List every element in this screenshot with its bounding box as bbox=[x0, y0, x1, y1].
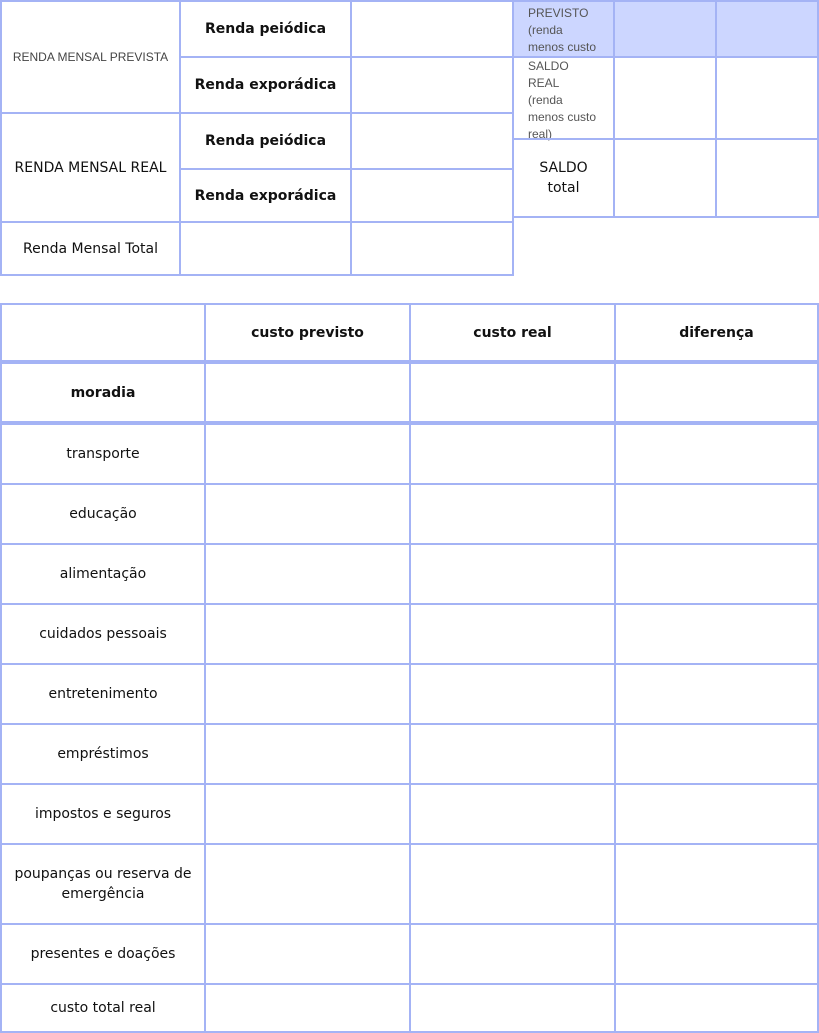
expense-row-label bbox=[0, 723, 206, 785]
expense-cell-custo-previsto[interactable] bbox=[204, 423, 411, 485]
expense-cell-custo-previsto[interactable] bbox=[204, 543, 411, 605]
saldo-total-value[interactable] bbox=[613, 138, 717, 218]
expense-cell-diferenca[interactable] bbox=[614, 663, 819, 725]
expense-cell-diferenca[interactable] bbox=[614, 923, 819, 985]
row-label-text: custo total real bbox=[50, 1000, 156, 1016]
expense-row-label bbox=[0, 543, 206, 605]
header-custo-real bbox=[409, 303, 616, 362]
expense-cell-diferenca[interactable] bbox=[614, 723, 819, 785]
expense-cell-custo-real[interactable] bbox=[409, 483, 616, 545]
row-label-text: presentes e doações bbox=[30, 946, 176, 962]
expense-cell-diferenca[interactable] bbox=[614, 423, 819, 485]
saldo-real-value[interactable] bbox=[613, 56, 717, 140]
expense-cell-custo-previsto[interactable] bbox=[204, 843, 411, 925]
saldo-previsto-label: PREVISTO (renda menos custo bbox=[512, 0, 615, 58]
row-label-text: educação bbox=[69, 506, 137, 522]
expense-cell-custo-previsto[interactable] bbox=[204, 483, 411, 545]
renda-prevista-periodica-value[interactable] bbox=[350, 0, 514, 58]
expense-cell-custo-previsto[interactable] bbox=[204, 603, 411, 665]
saldo-total-label: SALDO total bbox=[512, 138, 615, 218]
header-label: diferença bbox=[679, 324, 754, 341]
renda-total-label: Renda Mensal Total bbox=[0, 221, 181, 276]
renda-real-periodica-value[interactable] bbox=[350, 112, 514, 170]
expense-row-label bbox=[0, 983, 206, 1033]
expense-row-label bbox=[0, 843, 206, 925]
saldo-previsto-value[interactable] bbox=[613, 0, 717, 58]
row-label-text: moradia bbox=[70, 384, 136, 401]
expense-cell-diferenca[interactable] bbox=[614, 543, 819, 605]
row-label-text: alimentação bbox=[59, 566, 147, 582]
expense-cell-custo-previsto[interactable] bbox=[204, 723, 411, 785]
renda-prevista-periodica-label: Renda peiódica bbox=[179, 0, 352, 58]
expense-cell-custo-real[interactable] bbox=[409, 663, 616, 725]
header-label: custo real bbox=[473, 324, 552, 341]
header-custo-previsto bbox=[204, 303, 411, 362]
renda-total-value-2[interactable] bbox=[350, 221, 514, 276]
expense-cell-diferenca[interactable] bbox=[614, 983, 819, 1033]
expense-cell-diferenca[interactable] bbox=[614, 362, 819, 423]
expense-row-label bbox=[0, 923, 206, 985]
row-label-text: empréstimos bbox=[57, 746, 149, 762]
row-label-text: poupanças ou reserva de emergência bbox=[14, 866, 192, 902]
renda-prevista-label: RENDA MENSAL PREVISTA bbox=[0, 0, 181, 114]
expense-cell-custo-real[interactable] bbox=[409, 603, 616, 665]
header-label: custo previsto bbox=[251, 324, 364, 341]
expense-row-label bbox=[0, 483, 206, 545]
expense-row-label bbox=[0, 423, 206, 485]
expense-row-label bbox=[0, 362, 206, 423]
saldo-real-value-2[interactable] bbox=[715, 56, 819, 140]
expense-cell-custo-real[interactable] bbox=[409, 543, 616, 605]
header-diferenca bbox=[614, 303, 819, 362]
expense-cell-custo-previsto[interactable] bbox=[204, 783, 411, 845]
expense-cell-custo-previsto[interactable] bbox=[204, 923, 411, 985]
expense-cell-diferenca[interactable] bbox=[614, 843, 819, 925]
expense-header-corner bbox=[0, 303, 206, 362]
expense-cell-custo-real[interactable] bbox=[409, 923, 616, 985]
expense-cell-diferenca[interactable] bbox=[614, 603, 819, 665]
expense-row-label bbox=[0, 663, 206, 725]
row-label-text: impostos e seguros bbox=[34, 806, 172, 822]
expense-cell-custo-previsto[interactable] bbox=[204, 362, 411, 423]
renda-real-esporadica-label: Renda exporádica bbox=[179, 168, 352, 223]
expense-cell-custo-real[interactable] bbox=[409, 783, 616, 845]
renda-real-esporadica-value[interactable] bbox=[350, 168, 514, 223]
expense-cell-custo-previsto[interactable] bbox=[204, 983, 411, 1033]
expense-cell-custo-real[interactable] bbox=[409, 362, 616, 423]
row-label-text: entretenimento bbox=[48, 686, 158, 702]
saldo-total-value-2[interactable] bbox=[715, 138, 819, 218]
renda-prevista-esporadica-value[interactable] bbox=[350, 56, 514, 114]
expense-cell-diferenca[interactable] bbox=[614, 483, 819, 545]
expense-row-label bbox=[0, 783, 206, 845]
expense-cell-custo-real[interactable] bbox=[409, 423, 616, 485]
expense-cell-custo-real[interactable] bbox=[409, 723, 616, 785]
expense-row-label bbox=[0, 603, 206, 665]
renda-real-periodica-label: Renda peiódica bbox=[179, 112, 352, 170]
expense-cell-custo-previsto[interactable] bbox=[204, 663, 411, 725]
renda-total-value[interactable] bbox=[179, 221, 352, 276]
saldo-real-label: SALDO REAL (renda menos custo real) bbox=[512, 56, 615, 140]
row-label-text: transporte bbox=[66, 446, 140, 462]
renda-real-label: RENDA MENSAL REAL bbox=[0, 112, 181, 223]
expense-cell-custo-real[interactable] bbox=[409, 843, 616, 925]
saldo-previsto-value-2[interactable] bbox=[715, 0, 819, 58]
renda-prevista-esporadica-label: Renda exporádica bbox=[179, 56, 352, 114]
expense-cell-custo-real[interactable] bbox=[409, 983, 616, 1033]
expense-cell-diferenca[interactable] bbox=[614, 783, 819, 845]
row-label-text: cuidados pessoais bbox=[39, 626, 167, 642]
